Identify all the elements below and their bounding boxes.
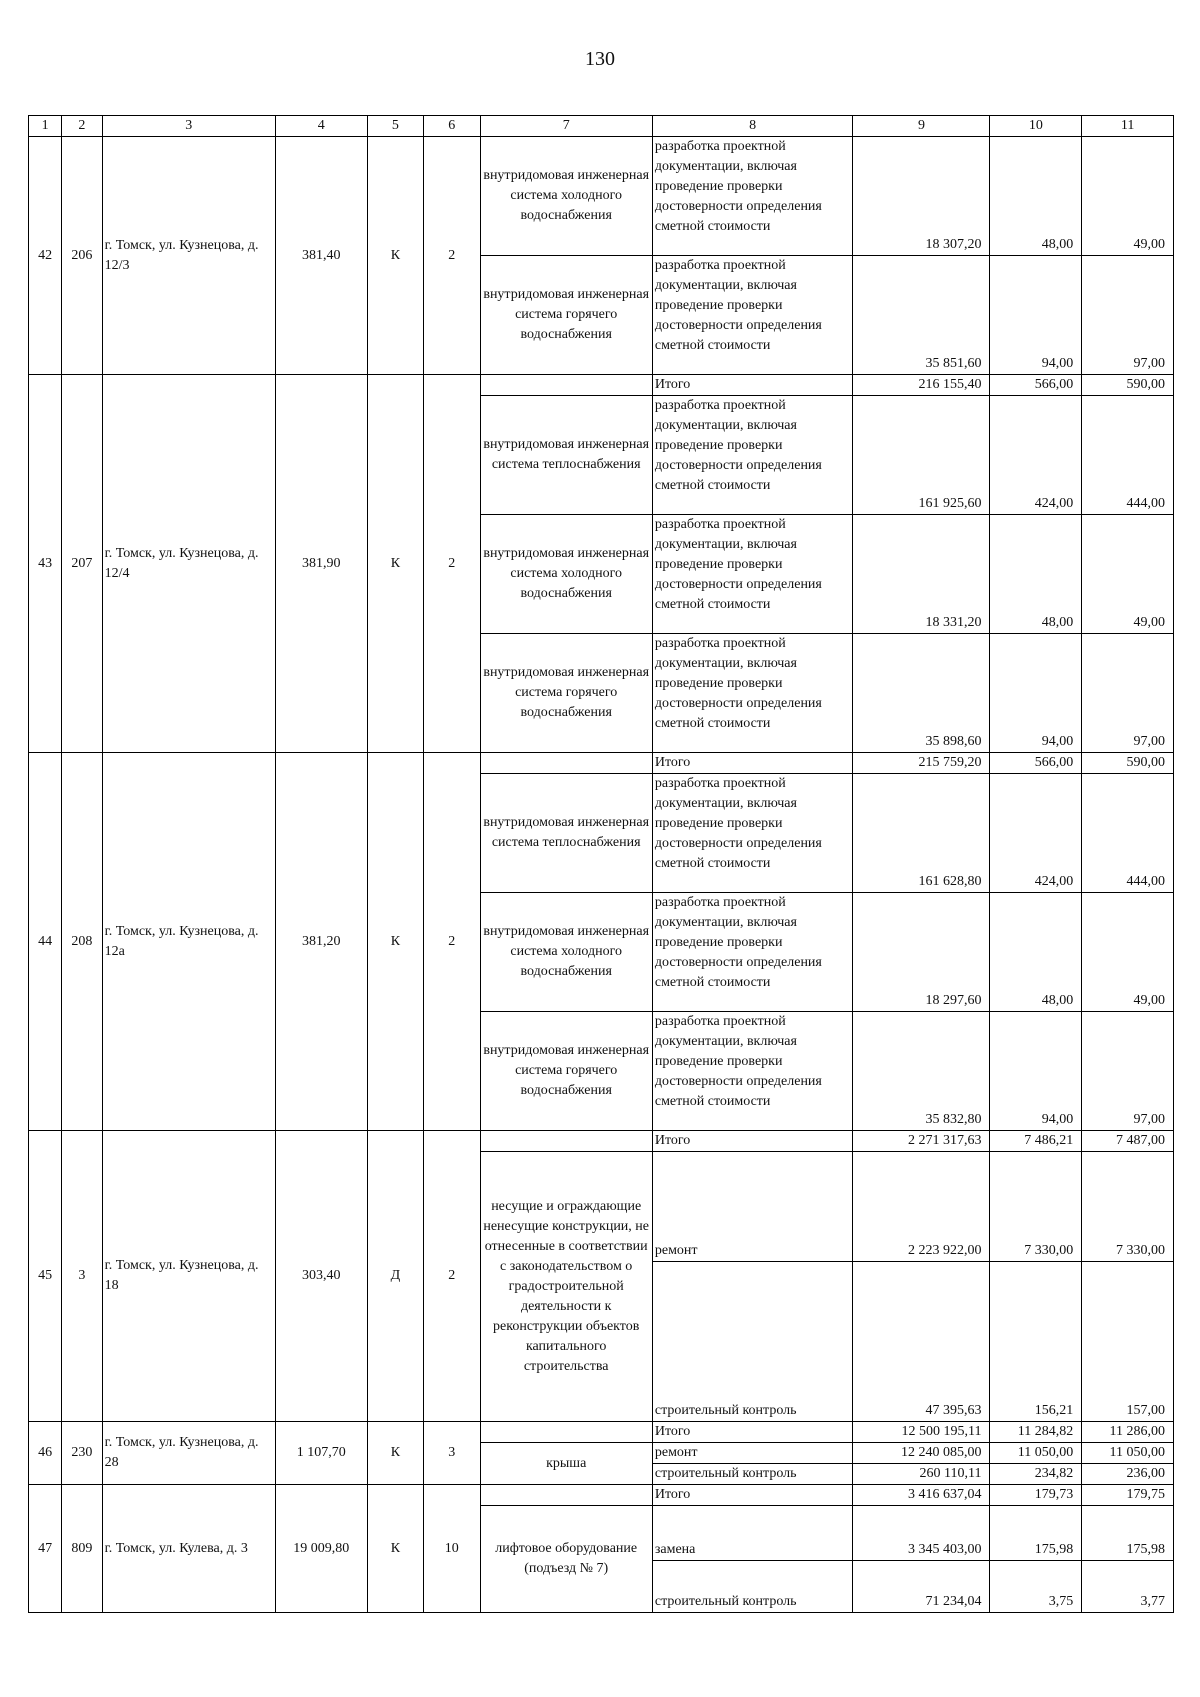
total-cost: 216 155,40	[853, 375, 990, 396]
unit-cost: 48,00	[990, 137, 1082, 256]
house-area: 381,40	[275, 137, 367, 375]
house-floors: 3	[424, 1422, 480, 1485]
house-floors: 10	[424, 1485, 480, 1613]
unit-cost: 424,00	[990, 774, 1082, 893]
row-number: 44	[29, 753, 62, 1131]
max-unit-cost: 49,00	[1082, 893, 1174, 1012]
unit-cost: 48,00	[990, 515, 1082, 634]
unit-cost: 156,21	[990, 1262, 1082, 1422]
col-header: 4	[275, 116, 367, 137]
max-unit-cost: 49,00	[1082, 515, 1174, 634]
max-unit-cost: 97,00	[1082, 256, 1174, 375]
total-row	[29, 753, 1174, 774]
empty-cell	[480, 753, 652, 774]
col-header: 1	[29, 116, 62, 137]
house-category: К	[367, 375, 423, 753]
cost: 18 297,60	[853, 893, 990, 1012]
total-max-unit-cost: 590,00	[1082, 753, 1174, 774]
total-row	[29, 1485, 1174, 1506]
house-category: К	[367, 753, 423, 1131]
max-unit-cost: 444,00	[1082, 396, 1174, 515]
cost: 47 395,63	[853, 1262, 990, 1422]
total-unit-cost: 566,00	[990, 375, 1082, 396]
total-label: Итого	[652, 1485, 853, 1506]
capital-repair-table	[28, 115, 1174, 1613]
house-category: К	[367, 1485, 423, 1613]
row-number: 43	[29, 375, 62, 753]
cost: 161 628,80	[853, 774, 990, 893]
empty-cell	[480, 1485, 652, 1506]
cost: 71 234,04	[853, 1561, 990, 1613]
system-name: внутридомовая инженерная система теплоснабжения	[480, 396, 652, 515]
max-unit-cost: 97,00	[1082, 634, 1174, 753]
unit-cost: 424,00	[990, 396, 1082, 515]
house-floors: 2	[424, 137, 480, 375]
house-id: 208	[62, 753, 102, 1131]
work-type: разработка проектной документации, включая проведение проверки достоверности определения сметной стоимости	[652, 893, 853, 1012]
page-number: 130	[585, 48, 615, 70]
house-floors: 2	[424, 1131, 480, 1422]
total-unit-cost: 7 486,21	[990, 1131, 1082, 1152]
house-id: 230	[62, 1422, 102, 1485]
col-header: 2	[62, 116, 102, 137]
total-cost: 2 271 317,63	[853, 1131, 990, 1152]
house-area: 381,20	[275, 753, 367, 1131]
unit-cost: 3,75	[990, 1561, 1082, 1613]
house-id: 3	[62, 1131, 102, 1422]
empty-cell	[480, 1131, 652, 1152]
col-header: 10	[990, 116, 1082, 137]
house-address: г. Томск, ул. Кузнецова, д. 18	[102, 1131, 275, 1422]
work-type: разработка проектной документации, включая проведение проверки достоверности определения сметной стоимости	[652, 137, 853, 256]
cost: 18 307,20	[853, 137, 990, 256]
cost: 161 925,60	[853, 396, 990, 515]
total-row	[29, 375, 1174, 396]
work-type: разработка проектной документации, включая проведение проверки достоверности определения сметной стоимости	[652, 256, 853, 375]
house-category: К	[367, 137, 423, 375]
house-area: 381,90	[275, 375, 367, 753]
col-header: 5	[367, 116, 423, 137]
max-unit-cost: 49,00	[1082, 137, 1174, 256]
house-area: 19 009,80	[275, 1485, 367, 1613]
work-type: разработка проектной документации, включая проведение проверки достоверности определения сметной стоимости	[652, 1012, 853, 1131]
house-address: г. Томск, ул. Кузнецова, д. 12/3	[102, 137, 275, 375]
total-row	[29, 1422, 1174, 1443]
house-id: 809	[62, 1485, 102, 1613]
system-name: несущие и ограждающие ненесущие конструкции, не отнесенные в соответствии с законодательством о градостроительной деятельности к реконструкции объектов капитального строительства	[480, 1152, 652, 1422]
cost: 3 345 403,00	[853, 1506, 990, 1561]
house-address: г. Томск, ул. Кузнецова, д. 12/4	[102, 375, 275, 753]
column-number-row	[29, 116, 1174, 137]
system-name: лифтовое оборудование (подъезд № 7)	[480, 1506, 652, 1613]
system-name: внутридомовая инженерная система горячего водоснабжения	[480, 1012, 652, 1131]
max-unit-cost: 175,98	[1082, 1506, 1174, 1561]
empty-cell	[480, 375, 652, 396]
total-unit-cost: 179,73	[990, 1485, 1082, 1506]
work-type: ремонт	[652, 1443, 853, 1464]
row-number: 46	[29, 1422, 62, 1485]
col-header: 9	[853, 116, 990, 137]
col-header: 8	[652, 116, 853, 137]
work-type: строительный контроль	[652, 1464, 853, 1485]
house-floors: 2	[424, 753, 480, 1131]
system-name: крыша	[480, 1443, 652, 1485]
unit-cost: 7 330,00	[990, 1152, 1082, 1262]
max-unit-cost: 157,00	[1082, 1262, 1174, 1422]
cost: 12 240 085,00	[853, 1443, 990, 1464]
system-name: внутридомовая инженерная система холодного водоснабжения	[480, 515, 652, 634]
total-row	[29, 1131, 1174, 1152]
total-label: Итого	[652, 753, 853, 774]
total-max-unit-cost: 11 286,00	[1082, 1422, 1174, 1443]
cost: 2 223 922,00	[853, 1152, 990, 1262]
col-header: 6	[424, 116, 480, 137]
system-name: внутридомовая инженерная система горячего водоснабжения	[480, 634, 652, 753]
total-max-unit-cost: 7 487,00	[1082, 1131, 1174, 1152]
total-cost: 3 416 637,04	[853, 1485, 990, 1506]
cost: 35 898,60	[853, 634, 990, 753]
system-name: внутридомовая инженерная система горячего водоснабжения	[480, 256, 652, 375]
col-header: 11	[1082, 116, 1174, 137]
cost: 35 851,60	[853, 256, 990, 375]
house-address: г. Томск, ул. Кузнецова, д. 28	[102, 1422, 275, 1485]
house-id: 207	[62, 375, 102, 753]
house-address: г. Томск, ул. Кулева, д. 3	[102, 1485, 275, 1613]
total-cost: 215 759,20	[853, 753, 990, 774]
max-unit-cost: 97,00	[1082, 1012, 1174, 1131]
total-max-unit-cost: 590,00	[1082, 375, 1174, 396]
max-unit-cost: 3,77	[1082, 1561, 1174, 1613]
system-name: внутридомовая инженерная система холодного водоснабжения	[480, 893, 652, 1012]
row-number: 47	[29, 1485, 62, 1613]
unit-cost: 94,00	[990, 634, 1082, 753]
unit-cost: 175,98	[990, 1506, 1082, 1561]
max-unit-cost: 444,00	[1082, 774, 1174, 893]
empty-cell	[480, 1422, 652, 1443]
unit-cost: 48,00	[990, 893, 1082, 1012]
cost: 18 331,20	[853, 515, 990, 634]
unit-cost: 11 050,00	[990, 1443, 1082, 1464]
unit-cost: 94,00	[990, 1012, 1082, 1131]
work-type: ремонт	[652, 1152, 853, 1262]
cost: 260 110,11	[853, 1464, 990, 1485]
total-unit-cost: 566,00	[990, 753, 1082, 774]
unit-cost: 234,82	[990, 1464, 1082, 1485]
table-row	[29, 137, 1174, 256]
col-header: 7	[480, 116, 652, 137]
house-area: 303,40	[275, 1131, 367, 1422]
house-address: г. Томск, ул. Кузнецова, д. 12а	[102, 753, 275, 1131]
row-number: 45	[29, 1131, 62, 1422]
total-cost: 12 500 195,11	[853, 1422, 990, 1443]
total-label: Итого	[652, 375, 853, 396]
row-number: 42	[29, 137, 62, 375]
total-label: Итого	[652, 1422, 853, 1443]
house-floors: 2	[424, 375, 480, 753]
house-category: К	[367, 1422, 423, 1485]
work-type: разработка проектной документации, включая проведение проверки достоверности определения сметной стоимости	[652, 515, 853, 634]
max-unit-cost: 11 050,00	[1082, 1443, 1174, 1464]
work-type: разработка проектной документации, включая проведение проверки достоверности определения сметной стоимости	[652, 634, 853, 753]
total-label: Итого	[652, 1131, 853, 1152]
unit-cost: 94,00	[990, 256, 1082, 375]
system-name: внутридомовая инженерная система теплоснабжения	[480, 774, 652, 893]
work-type: разработка проектной документации, включая проведение проверки достоверности определения сметной стоимости	[652, 396, 853, 515]
work-type: замена	[652, 1506, 853, 1561]
house-id: 206	[62, 137, 102, 375]
work-type: строительный контроль	[652, 1561, 853, 1613]
work-type: разработка проектной документации, включая проведение проверки достоверности определения сметной стоимости	[652, 774, 853, 893]
house-area: 1 107,70	[275, 1422, 367, 1485]
cost: 35 832,80	[853, 1012, 990, 1131]
house-category: Д	[367, 1131, 423, 1422]
total-unit-cost: 11 284,82	[990, 1422, 1082, 1443]
max-unit-cost: 7 330,00	[1082, 1152, 1174, 1262]
max-unit-cost: 236,00	[1082, 1464, 1174, 1485]
total-max-unit-cost: 179,75	[1082, 1485, 1174, 1506]
col-header: 3	[102, 116, 275, 137]
system-name: внутридомовая инженерная система холодного водоснабжения	[480, 137, 652, 256]
work-type: строительный контроль	[652, 1262, 853, 1422]
